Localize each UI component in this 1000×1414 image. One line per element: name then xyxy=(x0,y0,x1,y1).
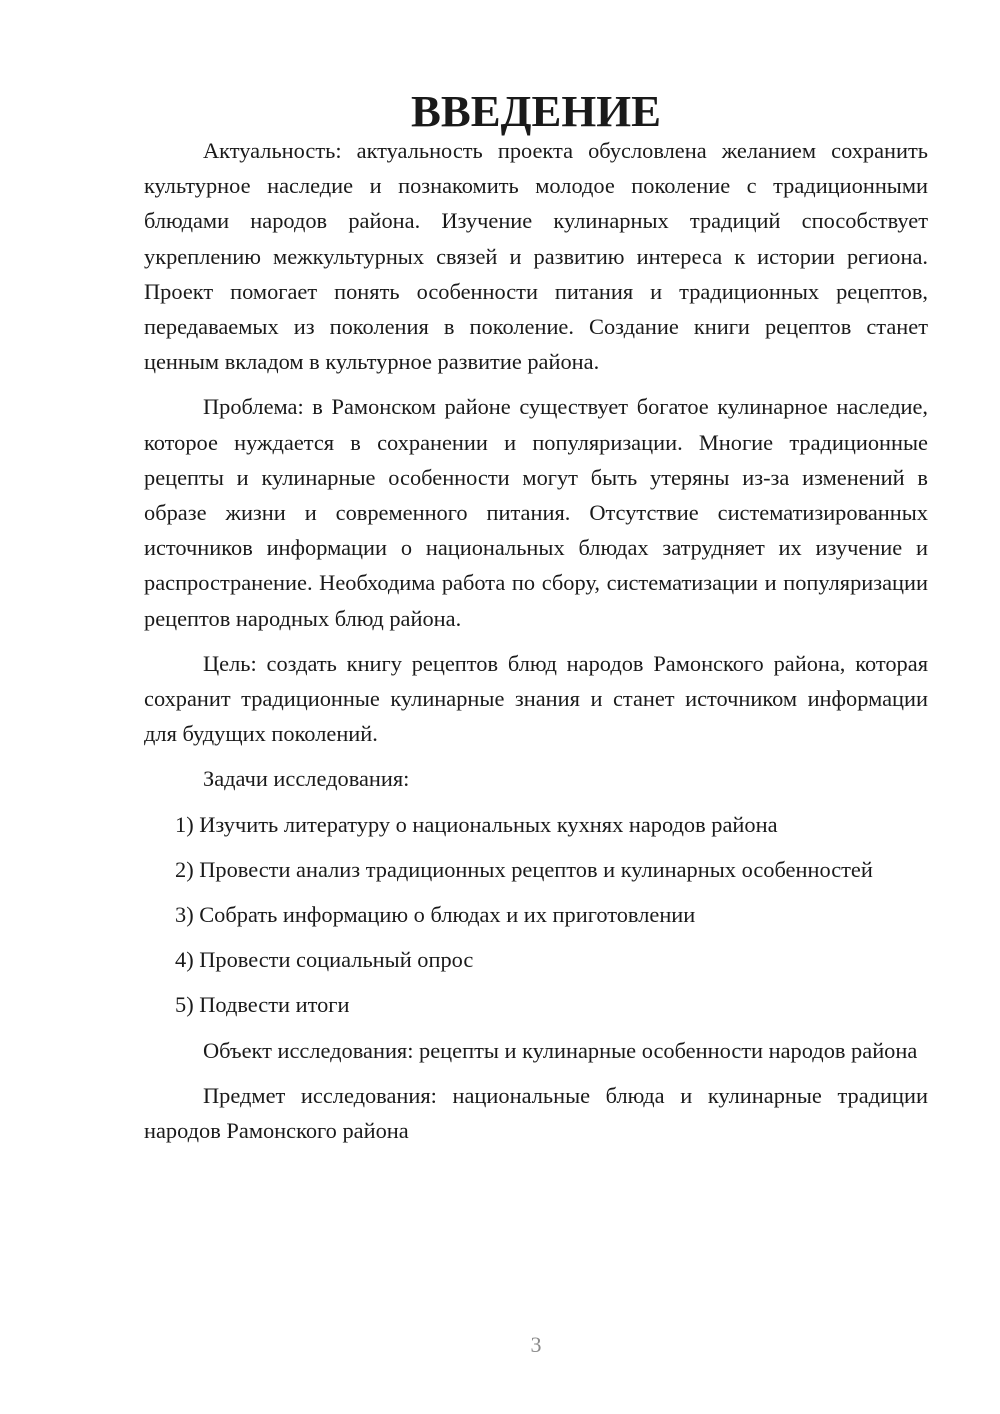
task-item-2: 2) Провести анализ традиционных рецептов и кулинарных особенностей xyxy=(175,856,873,882)
paragraph-tasks-title: Задачи исследования: xyxy=(203,766,410,792)
task-item-5: 5) Подвести итоги xyxy=(175,992,350,1018)
section-heading: ВВЕДЕНИЕ xyxy=(411,86,661,136)
paragraph-relevance: Актуальность: актуальность проекта обусловлена желанием сохранить культурное наследие и познакомить молодое поколение с традиционными блюдами народов района. Изучение кулинарных традиций способствует укреплению межкультурных связей и развитию интереса к истории региона. Проект помогает понять особенности питания и традиционных рецептов, передаваемых из поколения в поколение. Создание книги рецептов станет ценным вкладом в культурное развитие района. xyxy=(144,138,928,375)
task-item-4: 4) Провести социальный опрос xyxy=(175,947,474,973)
paragraph-subject: Предмет исследования: национальные блюда и кулинарные традиции народов Рамонского района xyxy=(144,1082,928,1144)
document-page xyxy=(144,86,928,1158)
task-item-1: 1) Изучить литературу о национальных кухнях народов района xyxy=(175,811,778,837)
page-number: 3 xyxy=(530,1332,542,1357)
paragraph-problem: Проблема: в Рамонском районе существует богатое кулинарное наследие, которое нуждается в сохранении и популяризации. Многие традиционные рецепты и кулинарные особенности могут быть утеряны из-за изменений в образе жизни и современного питания. Отсутствие систематизированных источников информации о национальных блюдах затрудняет их изучение и распространение. Необходима работа по сбору, систематизации и популяризации рецептов народных блюд района. xyxy=(144,394,928,631)
paragraph-object: Объект исследования: рецепты и кулинарные особенности народов района xyxy=(203,1037,918,1063)
task-item-3: 3) Собрать информацию о блюдах и их приготовлении xyxy=(175,902,696,928)
paragraph-goal: Цель: создать книгу рецептов блюд народов Рамонского района, которая сохранит традиционные кулинарные знания и станет источником информации для будущих поколений. xyxy=(144,650,928,747)
